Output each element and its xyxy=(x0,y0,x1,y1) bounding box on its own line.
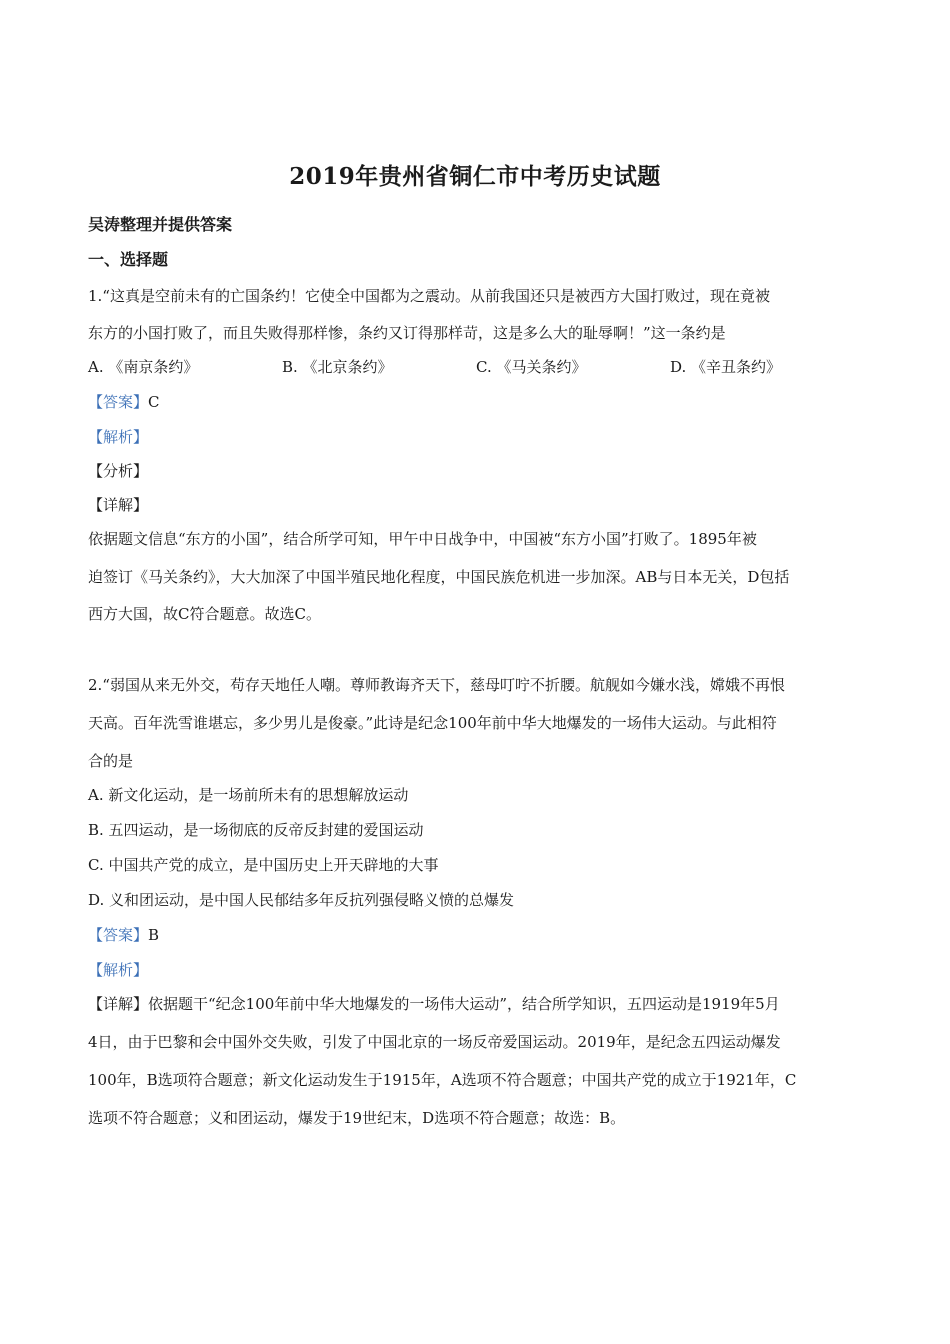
q2-explanation-line4: 选项不符合题意；义和团运动，爆发于19世纪末，D选项不符合题意；故选：B。 xyxy=(88,1109,626,1127)
q2-explanation-line3: 100年，B选项符合题意；新文化运动发生于1915年，A选项不符合题意；中国共产党的成立于1921年，C xyxy=(88,1071,797,1089)
q1-answer-label: 【答案】 xyxy=(88,393,149,411)
q2-answer xyxy=(88,924,868,946)
q2-answer-label: 【答案】 xyxy=(88,926,149,944)
q2-analysis-label: 【解析】 xyxy=(88,961,149,979)
q1-answer xyxy=(88,391,868,413)
q2-explanation-text1: 依据题干“纪念100年前中华大地爆发的一场伟大运动”，结合所学知识，五四运动是1919年5月 xyxy=(148,995,780,1013)
q2-answer-value: B xyxy=(148,926,160,944)
q1-stem-line2: 东方的小国打败了，而且失败得那样惨，条约又订得那样苛，这是多么大的耻辱啊！”这一条约是 xyxy=(88,324,726,342)
q2-option-a: A. 新文化运动，是一场前所未有的思想解放运动 xyxy=(88,786,409,804)
q2-stem-line1: 2.“弱国从来无外交，苟存天地任人嘲。尊师教诲齐天下，慈母叮咛不折腰。航舰如今嫌水浅，嫦娥不再恨 xyxy=(88,676,785,694)
q1-explanation-line3: 西方大国，故C符合题意。故选C。 xyxy=(88,605,321,623)
compiler-note: 吴涛整理并提供答案 xyxy=(88,215,233,234)
q1-option-a: A. 《南京条约》 xyxy=(88,358,199,376)
q1-explanation-line1: 依据题文信息“东方的小国”，结合所学可知，甲午中日战争中，中国被“东方小国”打败了。1895年被 xyxy=(88,530,757,548)
page-title: 2019年贵州省铜仁市中考历史试题 xyxy=(289,163,661,190)
q1-option-b: B. 《北京条约》 xyxy=(282,358,393,376)
q2-option-d: D. 义和团运动，是中国人民郁结多年反抗列强侵略义愤的总爆发 xyxy=(88,891,515,909)
q2-explanation-line1 xyxy=(88,993,868,1015)
q1-detail-label: 【详解】 xyxy=(88,496,149,514)
q2-detail-label: 【详解】 xyxy=(88,995,149,1013)
q2-explanation-line2: 4日，由于巴黎和会中国外交失败，引发了中国北京的一场反帝爱国运动。2019年，是纪念五四运动爆发 xyxy=(88,1033,781,1051)
q1-answer-value: C xyxy=(148,393,160,411)
q1-analysis-label: 【解析】 xyxy=(88,428,149,446)
q1-option-d: D. 《辛丑条约》 xyxy=(670,358,782,376)
q1-fenxi-label: 【分析】 xyxy=(88,462,149,480)
section-heading: 一、选择题 xyxy=(88,250,169,269)
q1-stem-line1: 1.“这真是空前未有的亡国条约！它使全中国都为之震动。从前我国还只是被西方大国打败过，现在竟被 xyxy=(88,287,770,305)
q2-stem-line3: 合的是 xyxy=(88,752,134,770)
q2-option-b: B. 五四运动，是一场彻底的反帝反封建的爱国运动 xyxy=(88,821,424,839)
q1-explanation-line2: 迫签订《马关条约》，大大加深了中国半殖民地化程度，中国民族危机进一步加深。AB与日本无关，D包括 xyxy=(88,568,790,586)
q2-stem-line2: 天高。百年洗雪谁堪忘，多少男儿是俊豪。”此诗是纪念100年前中华大地爆发的一场伟大运动。与此相符 xyxy=(88,714,777,732)
q2-option-c: C. 中国共产党的成立，是中国历史上开天辟地的大事 xyxy=(88,856,439,874)
q1-option-c: C. 《马关条约》 xyxy=(476,358,587,376)
